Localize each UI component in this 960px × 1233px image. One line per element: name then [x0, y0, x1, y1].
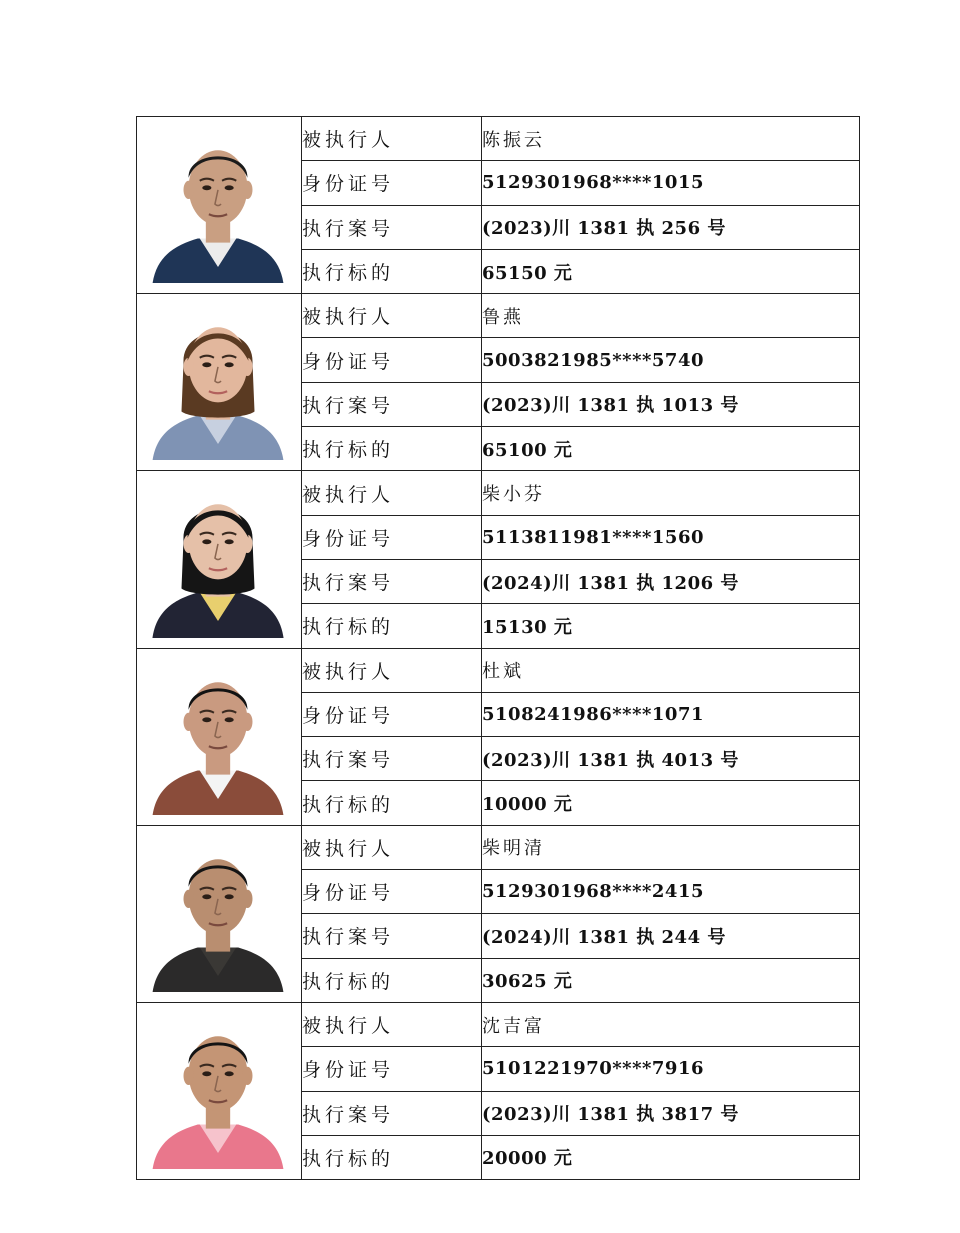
field-label-id-number: 身份证号 — [302, 870, 482, 914]
field-value-amount: 20000 元 — [482, 1135, 860, 1179]
field-label-case-number: 执行案号 — [302, 1091, 482, 1135]
field-label-case-number: 执行案号 — [302, 737, 482, 781]
field-label-amount: 执行标的 — [302, 604, 482, 648]
field-value-amount: 10000 元 — [482, 781, 860, 825]
field-label-case-number: 执行案号 — [302, 382, 482, 426]
field-label-id-number: 身份证号 — [302, 1047, 482, 1091]
field-label-amount: 执行标的 — [302, 958, 482, 1002]
field-label-id-number: 身份证号 — [302, 692, 482, 736]
field-label-name: 被执行人 — [302, 825, 482, 869]
field-label-id-number: 身份证号 — [302, 338, 482, 382]
portrait-photo-cell — [137, 825, 302, 1002]
table-row — [137, 117, 860, 161]
table-row — [137, 294, 860, 338]
field-value-name: 杜斌 — [482, 648, 860, 692]
field-label-id-number: 身份证号 — [302, 515, 482, 559]
field-value-id-number: 5101221970****7916 — [482, 1047, 860, 1091]
field-value-id-number: 5108241986****1071 — [482, 692, 860, 736]
field-value-case-number: (2023)川 1381 执 3817 号 — [482, 1091, 860, 1135]
field-value-name: 柴明清 — [482, 825, 860, 869]
field-label-amount: 执行标的 — [302, 249, 482, 293]
field-value-id-number: 5113811981****1560 — [482, 515, 860, 559]
field-label-amount: 执行标的 — [302, 781, 482, 825]
field-label-amount: 执行标的 — [302, 1135, 482, 1179]
table-row — [137, 648, 860, 692]
field-value-case-number: (2024)川 1381 执 244 号 — [482, 914, 860, 958]
table-row — [137, 825, 860, 869]
portrait-female-photo — [147, 306, 289, 460]
judgment-debtor-table — [136, 116, 860, 1180]
field-value-amount: 15130 元 — [482, 604, 860, 648]
field-value-name: 柴小芬 — [482, 471, 860, 515]
field-value-amount: 65150 元 — [482, 249, 860, 293]
enforcement-notice-sheet — [136, 116, 860, 1180]
portrait-male-photo — [147, 1015, 289, 1169]
portrait-male-photo — [147, 129, 289, 283]
portrait-male-photo — [147, 838, 289, 992]
field-label-id-number: 身份证号 — [302, 161, 482, 205]
field-label-name: 被执行人 — [302, 294, 482, 338]
field-value-case-number: (2023)川 1381 执 4013 号 — [482, 737, 860, 781]
field-label-name: 被执行人 — [302, 117, 482, 161]
field-value-case-number: (2023)川 1381 执 256 号 — [482, 205, 860, 249]
field-label-case-number: 执行案号 — [302, 205, 482, 249]
portrait-female-photo — [147, 483, 289, 637]
field-value-name: 沈吉富 — [482, 1002, 860, 1046]
portrait-photo-cell — [137, 117, 302, 294]
portrait-photo-cell — [137, 471, 302, 648]
field-label-name: 被执行人 — [302, 471, 482, 515]
field-value-id-number: 5003821985****5740 — [482, 338, 860, 382]
portrait-photo-cell — [137, 1002, 302, 1179]
field-label-case-number: 执行案号 — [302, 914, 482, 958]
field-value-id-number: 5129301968****1015 — [482, 161, 860, 205]
table-row — [137, 471, 860, 515]
field-value-amount: 30625 元 — [482, 958, 860, 1002]
field-value-amount: 65100 元 — [482, 427, 860, 471]
field-value-name: 陈振云 — [482, 117, 860, 161]
portrait-male-photo — [147, 661, 289, 815]
field-label-name: 被执行人 — [302, 648, 482, 692]
field-value-case-number: (2024)川 1381 执 1206 号 — [482, 559, 860, 603]
table-row — [137, 1002, 860, 1046]
field-label-case-number: 执行案号 — [302, 559, 482, 603]
portrait-photo-cell — [137, 648, 302, 825]
field-label-name: 被执行人 — [302, 1002, 482, 1046]
field-value-id-number: 5129301968****2415 — [482, 870, 860, 914]
field-value-case-number: (2023)川 1381 执 1013 号 — [482, 382, 860, 426]
portrait-photo-cell — [137, 294, 302, 471]
field-label-amount: 执行标的 — [302, 427, 482, 471]
field-value-name: 鲁燕 — [482, 294, 860, 338]
